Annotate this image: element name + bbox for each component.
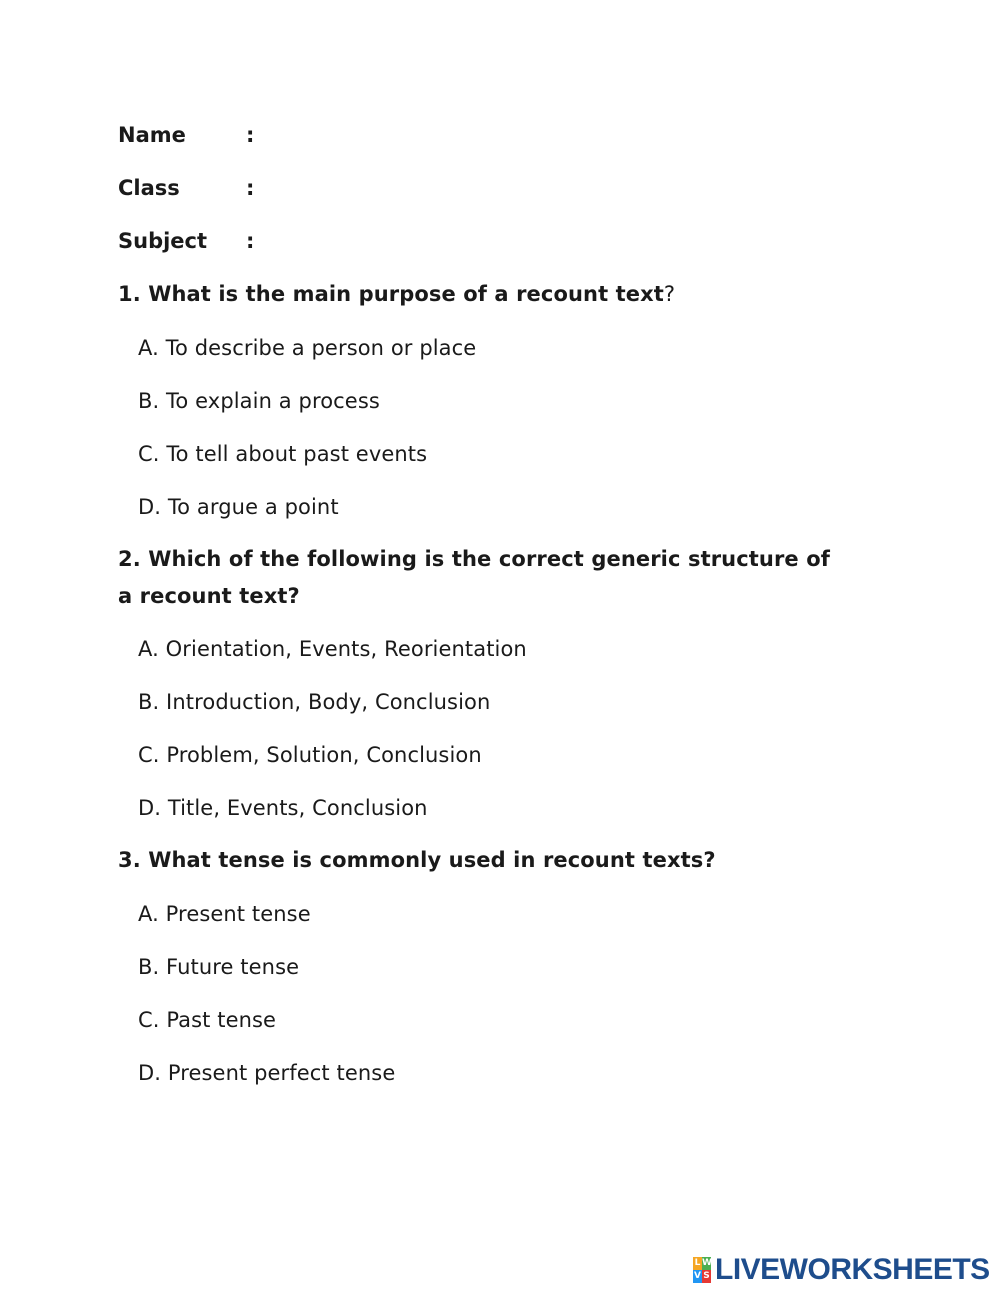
- class-colon: :: [246, 176, 255, 200]
- logo-icon-tile-4: S: [703, 1271, 710, 1281]
- question-1-text: 1. What is the main purpose of a recount text: [118, 282, 664, 306]
- question-1-option-d[interactable]: D. To argue a point: [138, 495, 339, 519]
- subject-label: Subject: [118, 229, 208, 253]
- question-2-option-d[interactable]: D. Title, Events, Conclusion: [138, 796, 428, 820]
- question-1-option-a[interactable]: A. To describe a person or place: [138, 336, 477, 360]
- subject-colon: :: [246, 229, 255, 253]
- liveworksheets-logo: [693, 1255, 990, 1285]
- liveworksheets-icon: [693, 1257, 711, 1283]
- question-2-option-c[interactable]: C. Problem, Solution, Conclusion: [138, 743, 482, 767]
- name-colon: :: [246, 123, 255, 147]
- class-label: Class: [118, 176, 180, 200]
- question-3-text: 3. What tense is commonly used in recount texts?: [118, 848, 716, 872]
- question-2: [118, 541, 830, 615]
- question-1-option-b[interactable]: B. To explain a process: [138, 389, 380, 413]
- name-field: [118, 122, 254, 148]
- question-3-option-a[interactable]: A. Present tense: [138, 902, 311, 926]
- logo-text: LIVEWORKSHEETS: [715, 1253, 990, 1286]
- question-3-option-c[interactable]: C. Past tense: [138, 1008, 277, 1032]
- question-2-text: 2. Which of the following is the correct generic structure of a recount text?: [118, 547, 830, 608]
- question-3-option-d[interactable]: D. Present perfect tense: [138, 1061, 396, 1085]
- logo-icon-tile-3: V: [694, 1271, 701, 1281]
- logo-icon-tile-1: L: [694, 1258, 701, 1268]
- question-1: [118, 276, 830, 313]
- question-2-option-a[interactable]: A. Orientation, Events, Reorientation: [138, 637, 527, 661]
- question-3-option-b[interactable]: B. Future tense: [138, 955, 300, 979]
- subject-field: [118, 228, 254, 254]
- question-1-option-c[interactable]: C. To tell about past events: [138, 442, 428, 466]
- class-field: [118, 175, 254, 201]
- logo-icon-tile-2: W: [702, 1258, 712, 1268]
- question-3: [118, 842, 830, 879]
- question-1-mark: ?: [663, 282, 676, 306]
- question-2-option-b[interactable]: B. Introduction, Body, Conclusion: [138, 690, 491, 714]
- name-label: Name: [118, 123, 186, 147]
